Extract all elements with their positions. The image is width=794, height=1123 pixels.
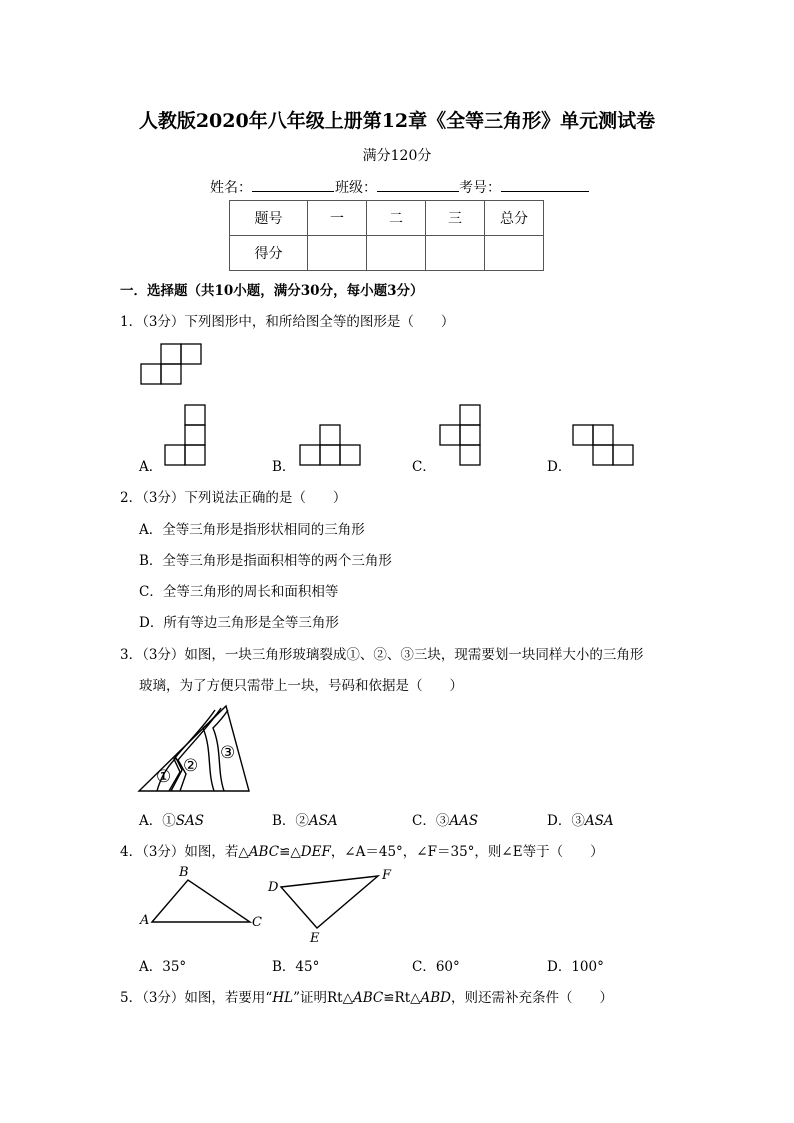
q3-piece-1-label: ① xyxy=(156,767,172,787)
section-heading: 一．选择题（共10小题，满分30分，每小题3分） xyxy=(120,283,424,299)
question-3-stem-line2: 玻璃，为了方便只需带上一块，号码和依据是（ ） xyxy=(139,678,463,694)
question-2-stem: 2．（3分）下列说法正确的是（ ） xyxy=(120,490,347,506)
question-3-stem-line1: 3．（3分）如图，一块三角形玻璃裂成①、②、③三块，现需要划一块同样大小的三角形 xyxy=(120,647,644,663)
question-5-stem xyxy=(120,986,613,1006)
q3-option-c-label: C． xyxy=(412,813,436,829)
question-1-stem: 1．（3分）下列图形中，和所给图全等的图形是（ ） xyxy=(120,314,455,330)
page-title: 人教版2020年八年级上册第12章《全等三角形》单元测试卷 xyxy=(138,110,656,132)
q3-piece-3-label: ③ xyxy=(220,743,236,763)
q3-option-c-rule: AAS xyxy=(449,813,479,829)
q3-piece-2-label: ② xyxy=(183,756,199,776)
q4-vertex-d: D xyxy=(268,880,279,895)
q4-option-c[interactable]: C．60° xyxy=(412,959,460,975)
q4-option-a[interactable]: A．35° xyxy=(139,959,187,975)
q3-option-a-label: A． xyxy=(139,813,163,829)
name-label: 姓名： xyxy=(210,180,252,196)
q3-option-b-label: B． xyxy=(272,813,296,829)
q5-abc: ABC xyxy=(352,990,384,1006)
q3-option-d-label: D． xyxy=(547,813,572,829)
score-table-cell: 二 xyxy=(367,201,426,236)
q4-vertex-f: F xyxy=(382,868,392,883)
q2-option-d[interactable]: D．所有等边三角形是全等三角形 xyxy=(139,615,339,631)
class-label: 班级： xyxy=(335,180,377,196)
q3-option-d-num: ③ xyxy=(571,813,585,829)
score-table-cell: 总分 xyxy=(485,201,544,236)
q4-vertex-e: E xyxy=(310,931,320,946)
q5-stem-pre: 5．（3分）如图，若要用“ xyxy=(120,990,273,1006)
q4-option-d[interactable]: D．100° xyxy=(547,959,604,975)
q3-option-c-num: ③ xyxy=(435,813,450,829)
q5-hl: HL xyxy=(272,990,294,1006)
q3-option-d-rule: ASA xyxy=(584,813,614,829)
q5-stem-mid: ”证明Rt△ xyxy=(293,990,353,1006)
score-table-cell: 三 xyxy=(426,201,485,236)
q4-abc: ABC xyxy=(248,844,280,860)
q1-option-d[interactable]: D． xyxy=(547,459,572,475)
q3-option-b-rule: ASA xyxy=(308,813,338,829)
q4-stem-pre: 4．（3分）如图，若△ xyxy=(120,844,249,860)
q4-option-b[interactable]: B．45° xyxy=(272,959,320,975)
score-table-cell: 题号 xyxy=(230,201,308,236)
q2-option-b[interactable]: B．全等三角形是指面积相等的两个三角形 xyxy=(139,553,392,569)
q1-option-c[interactable]: C． xyxy=(412,459,436,475)
score-table-cell: 得分 xyxy=(230,236,308,271)
q3-option-b-num: ② xyxy=(295,813,309,829)
q3-option-a-num: ① xyxy=(162,813,176,829)
q4-vertex-a: A xyxy=(140,913,150,928)
q5-stem-post: ，则还需补充条件（ ） xyxy=(451,990,614,1006)
q4-vertex-b: B xyxy=(179,865,189,880)
id-label: 考号： xyxy=(459,180,501,196)
score-table-cell: 一 xyxy=(308,201,367,236)
full-score-note: 满分120分 xyxy=(362,148,432,164)
q3-option-a-rule: SAS xyxy=(175,813,204,829)
q4-cong: ≌△ xyxy=(279,844,301,860)
q4-stem-rest: ，∠A＝45°，∠F＝35°，则∠E等于（ ） xyxy=(330,844,604,860)
q4-def: DEF xyxy=(300,844,331,860)
q5-cong: ≌Rt△ xyxy=(383,990,421,1006)
q4-vertex-c: C xyxy=(252,915,262,930)
q1-option-b[interactable]: B． xyxy=(272,459,296,475)
q5-abd: ABD xyxy=(420,990,452,1006)
q2-option-c[interactable]: C．全等三角形的周长和面积相等 xyxy=(139,584,339,600)
q1-option-a[interactable]: A． xyxy=(139,459,163,475)
q2-option-a[interactable]: A．全等三角形是指形状相同的三角形 xyxy=(139,522,365,538)
